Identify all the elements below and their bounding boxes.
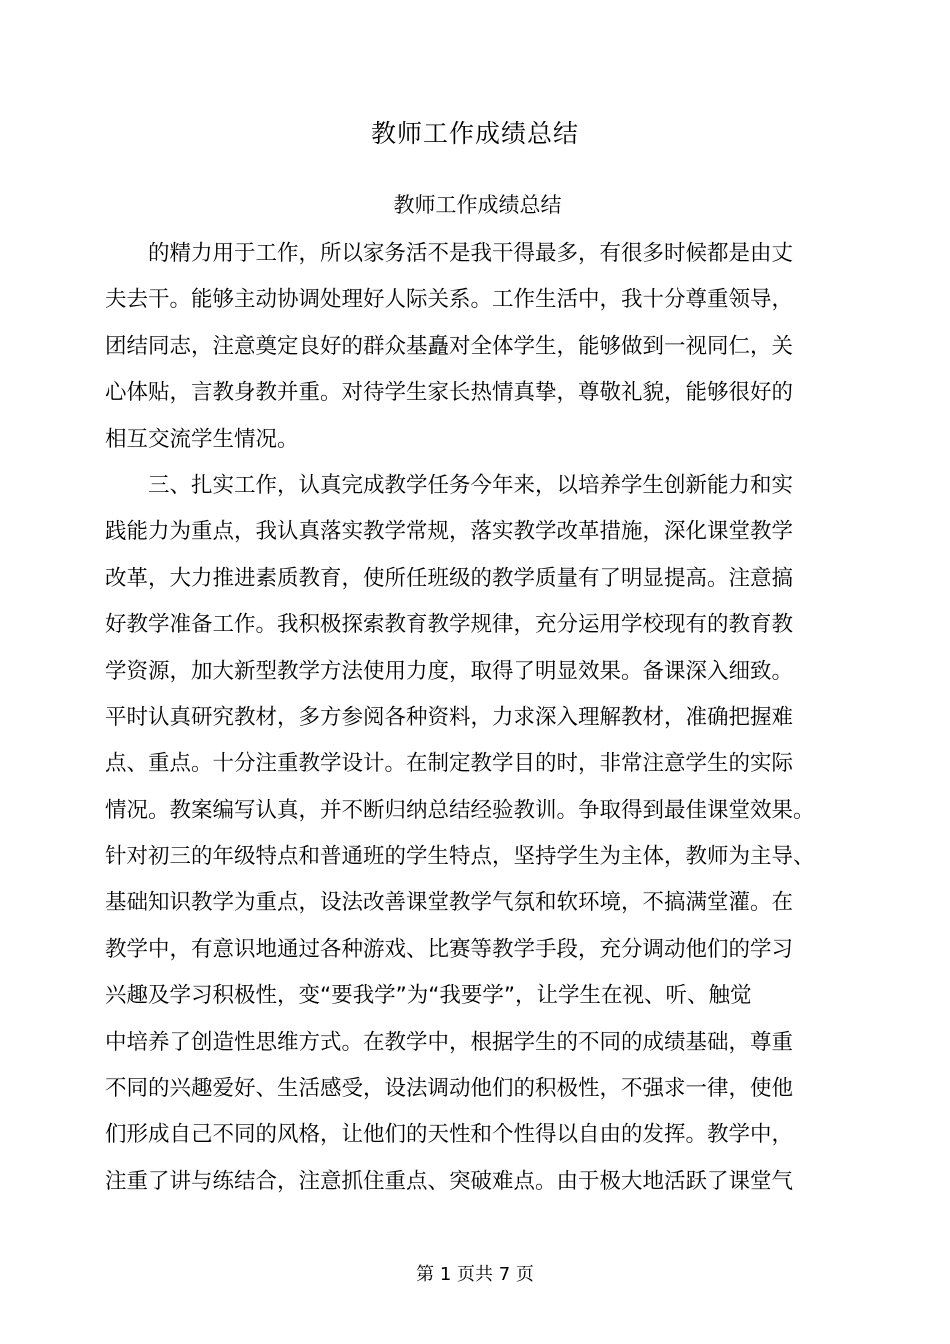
text-line: 相互交流学生情况。 — [105, 426, 299, 452]
text-line: 点、重点。十分注重教学设计。在制定教学目的时，非常注意学生的实际 — [105, 751, 794, 777]
text-line: 团结同志，注意奠定良好的群众基矗对全体学生，能够做到一视同仁，关 — [105, 333, 794, 359]
text-line: 心体贴，言教身教并重。对待学生家长热情真挚，尊敬礼貌，能够很好的 — [105, 380, 794, 406]
text-line: 好教学准备工作。我积极探索教育教学规律，充分运用学校现有的教育教 — [105, 612, 794, 638]
body-text — [105, 231, 865, 1205]
text-line: 学资源，加大新型教学方法使用力度，取得了明显效果。备课深入细致。 — [105, 658, 794, 684]
text-line: 情况。教案编写认真，并不断归纳总结经验教训。争取得到最佳课堂效果。 — [105, 797, 815, 823]
text-line: 改革，大力推进素质教育，使所任班级的教学质量有了明显提高。注意搞 — [105, 565, 794, 591]
text-line: 的精力用于工作，所以家务活不是我干得最多，有很多时候都是由丈 — [105, 241, 794, 266]
text-line: 夫去干。能够主动协调处理好人际关系。工作生活中，我十分尊重领导， — [105, 287, 794, 313]
content-title: 教师工作成绩总结 — [393, 193, 562, 217]
text-line: 不同的兴趣爱好、生活感受，设法调动他们的积极性，不强求一律，使他 — [105, 1076, 794, 1102]
page-title: 教师工作成绩总结 — [370, 119, 579, 148]
text-line: 基础知识教学为重点，设法改善课堂教学气氛和软环境，不搞满堂灌。在 — [105, 890, 794, 916]
text-line: 三、扎实工作，认真完成教学任务今年来，以培养学生创新能力和实 — [105, 472, 794, 498]
text-line: 针对初三的年级特点和普通班的学生特点，坚持学生为主体，教师为主导、 — [105, 844, 815, 870]
text-line: 们形成自己不同的风格，让他们的天性和个性得以自由的发挥。教学中， — [105, 1122, 794, 1148]
text-line: 兴趣及学习积极性，变“要我学”为“我要学”，让学生在视、听、触觉 — [105, 983, 752, 1009]
text-line: 教学中，有意识地通过各种游戏、比赛等教学手段，充分调动他们的学习 — [105, 936, 794, 962]
text-line: 注重了讲与练结合，注意抓住重点、突破难点。由于极大地活跃了课堂气 — [105, 1168, 794, 1194]
text-line: 中培养了创造性思维方式。在教学中，根据学生的不同的成绩基础，尊重 — [105, 1029, 794, 1055]
page-footer: 第 1 页共 7 页 — [416, 1264, 534, 1285]
text-line: 践能力为重点，我认真落实教学常规，落实教学改革措施，深化课堂教学 — [105, 519, 794, 545]
text-line: 平时认真研究教材，多方参阅各种资料，力求深入理解教材，准确把握难 — [105, 704, 794, 730]
